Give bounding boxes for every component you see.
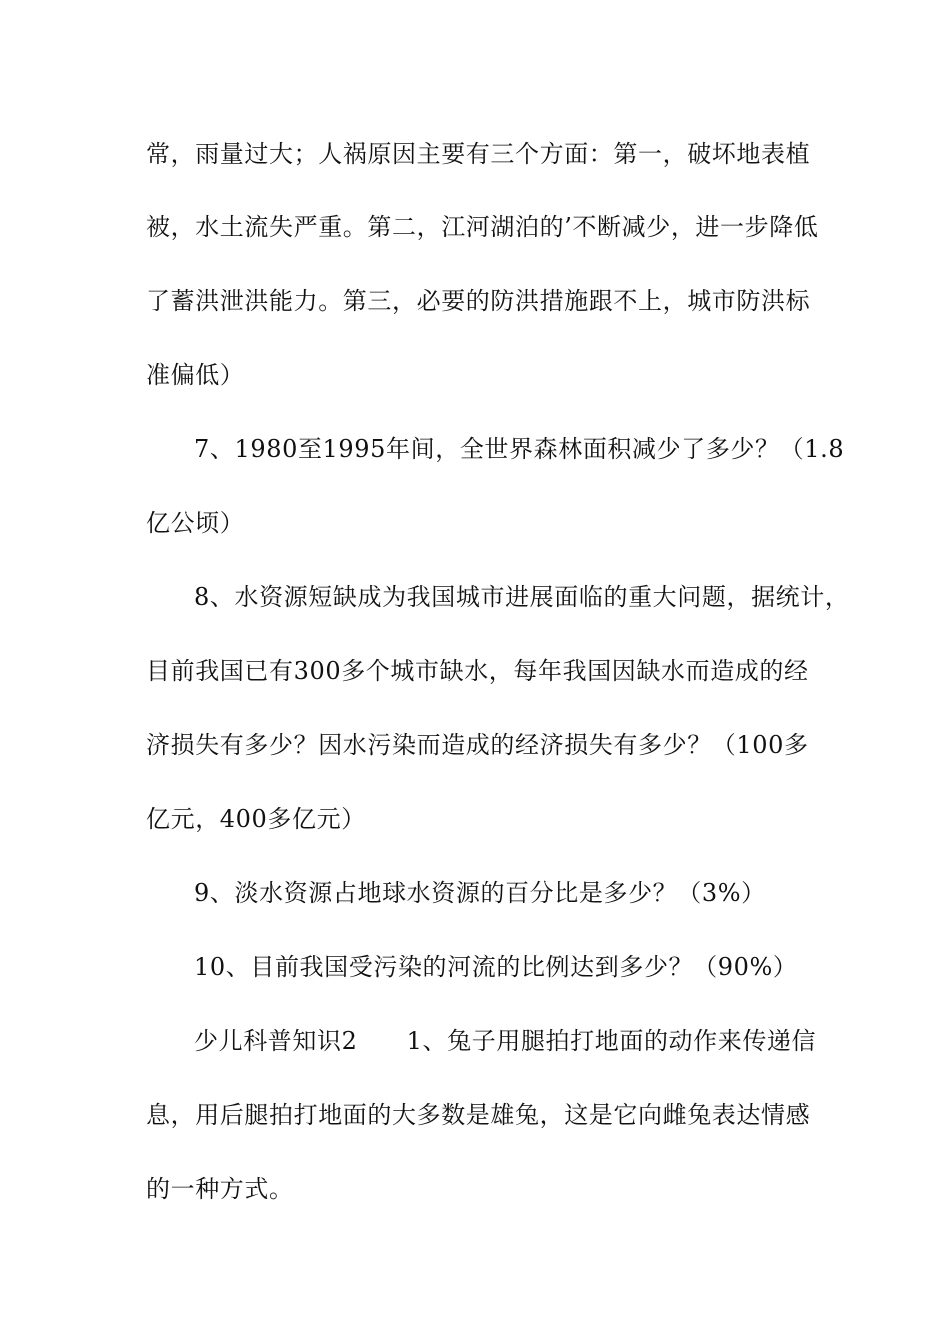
text-line-3: 了蓄洪泄洪能力。第三，必要的防洪措施跟不上，城市防洪标: [146, 287, 811, 315]
answer-8-continuation: 亿元，400多亿元）: [146, 805, 366, 833]
answer-7-continuation: 亿公顷）: [146, 509, 245, 537]
question-7: 7、1980至1995年间，全世界森林面积减少了多少？（1.8: [194, 435, 845, 463]
question-9: 9、淡水资源占地球水资源的百分比是多少？（3%）: [194, 879, 766, 907]
text-line-2: 被，水土流失严重。第二，江河湖泊的’不断减少，进一步降低: [146, 213, 819, 241]
section-heading-science-knowledge-2: 少儿科普知识2 1、兔子用腿拍打地面的动作来传递信: [194, 1027, 817, 1055]
science-fact-line-2: 息，用后腿拍打地面的大多数是雄兔，这是它向雌兔表达情感: [146, 1101, 811, 1129]
text-line-4: 准偏低）: [146, 361, 245, 389]
science-fact-line-3: 的一种方式。: [146, 1175, 294, 1203]
question-10: 10、目前我国受污染的河流的比例达到多少？（90%）: [194, 953, 798, 981]
question-8: 8、水资源短缺成为我国城市进展面临的重大问题，据统计，: [194, 583, 850, 611]
question-8-line-2: 目前我国已有300多个城市缺水，每年我国因缺水而造成的经: [146, 657, 809, 685]
question-8-line-3: 济损失有多少？因水污染而造成的经济损失有多少？（100多: [146, 731, 809, 759]
text-line-1: 常，雨量过大；人祸原因主要有三个方面：第一，破坏地表植: [146, 140, 811, 168]
